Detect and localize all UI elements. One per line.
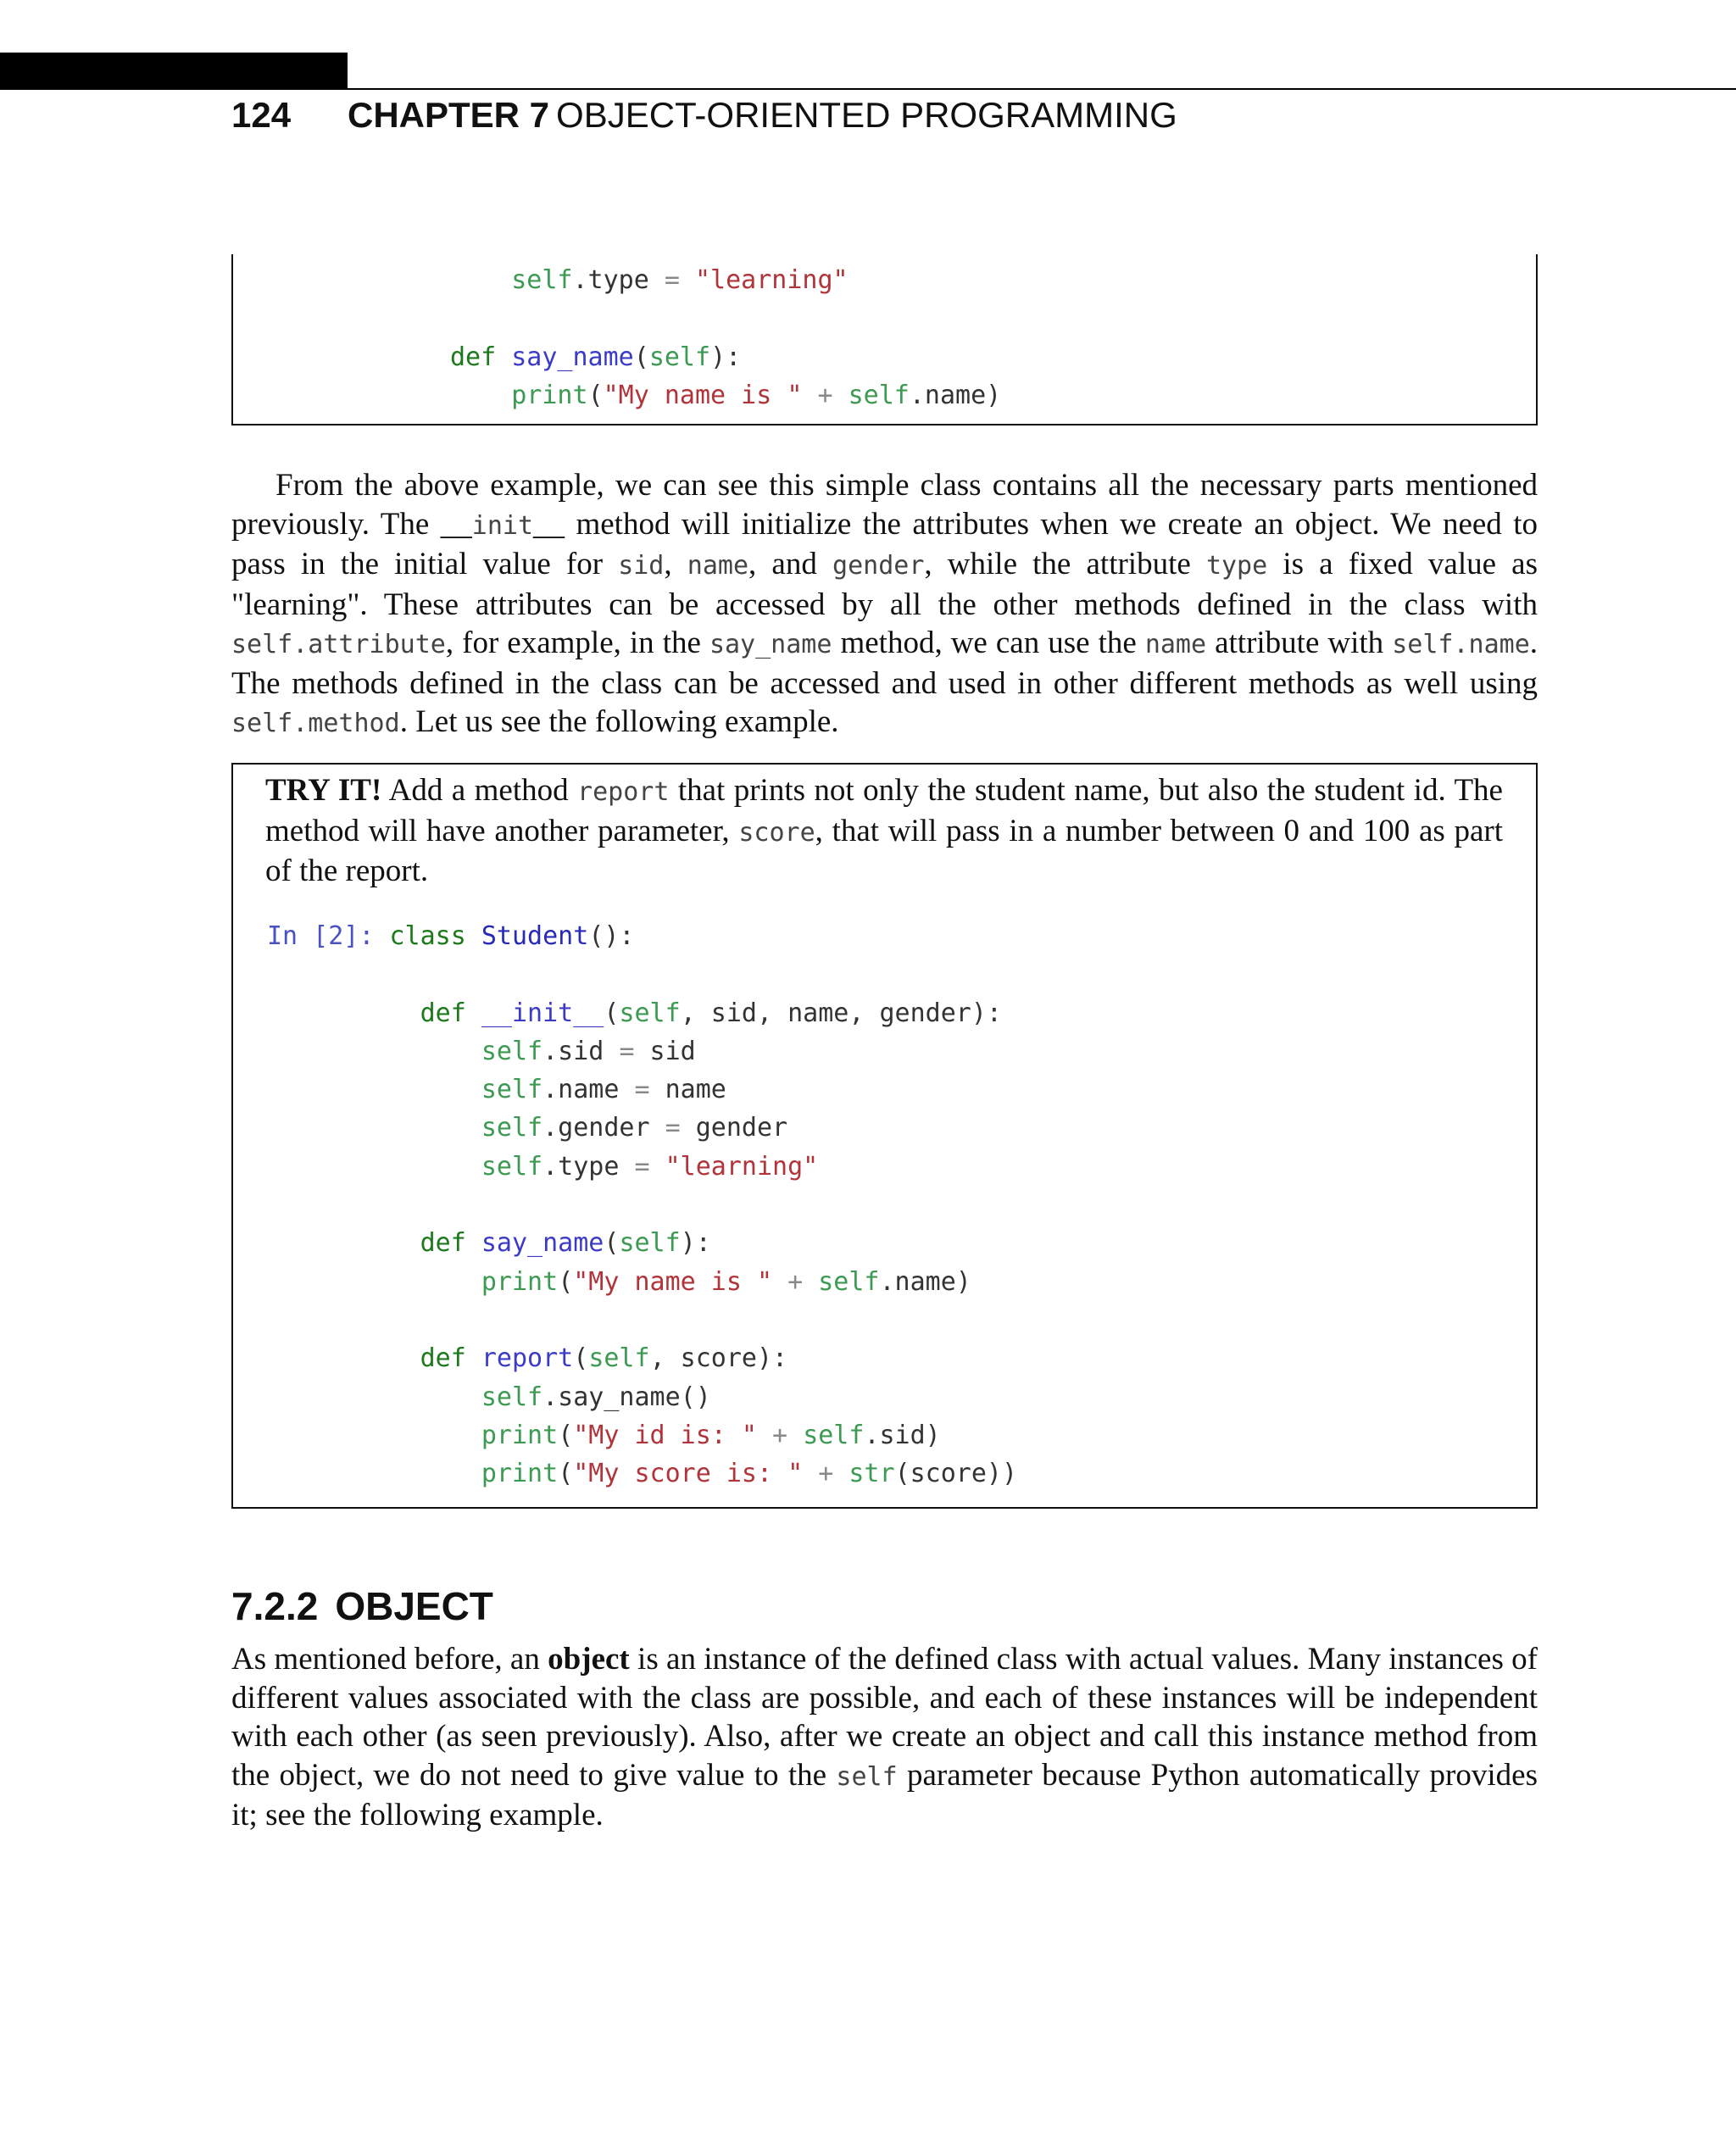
section-title: OBJECT bbox=[335, 1584, 493, 1628]
header-black-bar bbox=[0, 53, 348, 90]
chapter-label: CHAPTER 7 bbox=[348, 95, 550, 135]
page-number: 124 bbox=[231, 95, 292, 135]
body-paragraph-1: From the above example, we can see this simple class contains all the necessary parts mentioned previously. The __init__ method will initialize the attributes when we create an object. We need to pass in the initial value for sid, name, and gender, while the attribute type is a fixed value as "learning". These attributes can be accessed by all the other methods defined in the class with self.attribute, for example, in the say_name method, we can use the name attribute with self.name. The methods defined in the class can be accessed and used in other different methods as well using self.method. Let us see the following example. bbox=[231, 468, 1538, 739]
try-it-text: TRY IT! Add a method report that prints not only the student name, but also the student id. The method will have another parameter, score, that will pass in a number between 0 and 100 as part of the report. bbox=[265, 773, 1503, 888]
code-listing: self.type = "learning" def say_name(self): print("My name is " + self.name) bbox=[450, 265, 1002, 410]
header-rule bbox=[348, 88, 1736, 90]
try-it-code: In [2]: class Student(): def __init__(self, sid, name, gender): self.sid = sid self.name = name self.gender = gender self.type = "learning" def say_name(self): print("My name is " + self.name) def report(self, score): self.say_name() print("My id is: " + self.sid) print("My score is: " + str(score)) bbox=[267, 921, 1018, 1489]
section-number: 7.2.2 bbox=[231, 1584, 319, 1628]
try-it-label: TRY IT! bbox=[265, 773, 382, 808]
input-prompt: In [2]: bbox=[267, 921, 375, 951]
chapter-title: OBJECT-ORIENTED PROGRAMMING bbox=[556, 95, 1177, 135]
body-paragraph-2: As mentioned before, an object is an instance of the defined class with actual values. Many instances of different values associated with the class are possible, and each of these instances will be independent with each other (as seen previously). Also, after we create an object and call this instance method from the object, we do not need to give value to the self parameter because Python automatically provides it; see the following example. bbox=[231, 1642, 1538, 1832]
code-block-continued bbox=[231, 254, 1538, 425]
try-it-box bbox=[231, 763, 1538, 1509]
section-heading bbox=[231, 1583, 493, 1629]
running-header bbox=[231, 95, 1177, 136]
